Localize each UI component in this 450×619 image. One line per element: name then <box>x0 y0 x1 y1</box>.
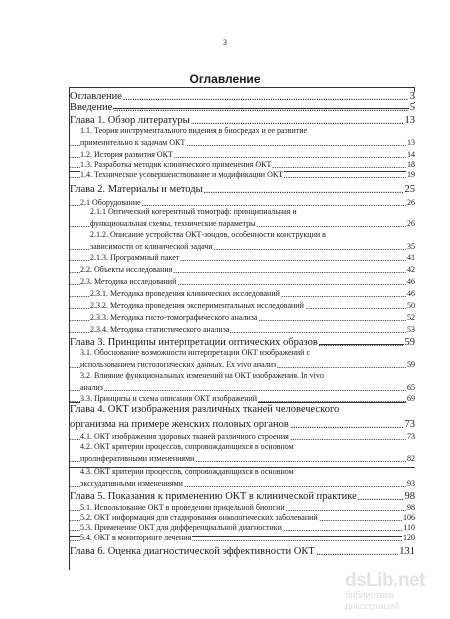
toc-entry[interactable] <box>70 312 415 322</box>
entry-page: 98 <box>404 490 415 502</box>
entry-text: Оглавление <box>70 90 122 102</box>
toc-entry[interactable] <box>70 114 415 126</box>
entry-page: 46 <box>407 289 415 298</box>
entry-page: 69 <box>407 394 415 403</box>
entry-text: 2.3.2. Методика проведения экспериментальных исследований <box>90 301 304 310</box>
toc-entry[interactable] <box>70 149 415 159</box>
entry-text: Глава 5. Показания к применению ОКТ в клинической практике <box>70 490 357 502</box>
entry-text-line1: 3.2. Влияние функциональных изменений на ОКТ изображения. In vivo <box>80 371 324 380</box>
entry-text: зависимости от клинической задачи <box>90 242 213 251</box>
entry-page: 13 <box>404 114 415 126</box>
entry-text-line1: 3.1. Обоснование возможности интерпретации ОКТ изображений с <box>80 348 310 357</box>
entry-page: 106 <box>403 513 415 522</box>
entry-page: 59 <box>404 336 415 348</box>
toc-entry[interactable] <box>70 372 415 392</box>
entry-page: 25 <box>404 183 415 195</box>
toc-entry[interactable] <box>70 336 415 348</box>
toc-entry[interactable] <box>70 522 415 532</box>
entry-text-line1: Глава 4. ОКТ изображения различных тканей человеческого <box>70 404 340 415</box>
entry-page: 46 <box>407 277 415 286</box>
toc-entry[interactable] <box>70 208 415 228</box>
entry-text: 2.1 Оборудование <box>80 198 141 207</box>
entry-page: 35 <box>407 242 415 251</box>
entry-page: 93 <box>407 479 415 488</box>
toc-entry[interactable] <box>70 252 415 262</box>
leader-dots <box>70 101 415 113</box>
leader-dots <box>70 383 415 392</box>
table-of-contents <box>69 87 415 570</box>
entry-page: 14 <box>407 150 415 159</box>
entry-text: 5.1. Использование ОКТ в проведении прицельной биопсии <box>80 503 285 512</box>
entry-page: 50 <box>407 301 415 310</box>
toc-entry[interactable] <box>70 276 415 286</box>
entry-text-line1: 2.1.2. Описание устройства ОКТ-зондов, особенности конструкции в <box>90 230 326 239</box>
entry-text: Глава 2. Материалы и методы <box>70 183 203 195</box>
entry-text: анализ <box>80 383 103 392</box>
toc-entry[interactable] <box>70 300 415 310</box>
entry-page: 26 <box>407 219 415 228</box>
toc-entry[interactable] <box>70 231 415 251</box>
toc-entry[interactable] <box>70 127 415 147</box>
entry-text: 3.3. Принципы и схема описания ОКТ изображений <box>80 394 258 403</box>
entry-text: 2.3.4. Методика статистического анализа <box>90 325 230 334</box>
toc-entry[interactable] <box>70 532 415 542</box>
entry-page: 41 <box>407 253 415 262</box>
entry-text: применительно к задачам ОКТ <box>80 138 186 147</box>
entry-text: Введение <box>70 101 113 113</box>
page-number: 3 <box>223 38 227 47</box>
entry-page: 73 <box>407 432 415 441</box>
toc-entry[interactable] <box>70 101 415 113</box>
toc-entry[interactable] <box>70 431 415 441</box>
entry-text: 5.3. Применение ОКТ для дифференциальной диагностики <box>80 523 282 532</box>
entry-page: 13 <box>407 138 415 147</box>
entry-text: 4.1. ОКТ изображения здоровых тканей различного строения <box>80 432 289 441</box>
entry-text: пролиферативными изменениями <box>80 454 195 463</box>
entry-page: 82 <box>407 454 415 463</box>
entry-page: 120 <box>403 533 415 542</box>
toc-entry[interactable] <box>70 349 415 369</box>
entry-page: 110 <box>403 523 415 532</box>
entry-text: функциональная схемы, технические параметры <box>90 219 256 228</box>
entry-text: 1.2. История развития ОКТ <box>80 150 173 159</box>
entry-text-line1: 2.1.1 Оптический когерентный томограф: принципиальная и <box>90 207 297 216</box>
entry-text: 5.4. ОКТ в мониторинге лечения <box>80 533 192 542</box>
entry-page: 26 <box>407 198 415 207</box>
toc-entry[interactable] <box>70 183 415 195</box>
entry-text: 2.3.3. Методика гисто-томографического анализа <box>90 313 258 322</box>
entry-page: 42 <box>407 265 415 274</box>
toc-entry[interactable] <box>70 512 415 522</box>
entry-text: 1.3. Разработка методик клинического применения ОКТ <box>80 160 272 169</box>
entry-text: Глава 1. Обзор литературы <box>70 114 190 126</box>
watermark-subtitle: библиотека диссертаций <box>345 590 400 612</box>
entry-page: 18 <box>407 160 415 169</box>
entry-text: 2.3. Методика исследований <box>80 277 177 286</box>
entry-text: экссудативными изменениями <box>80 479 183 488</box>
entry-page: 65 <box>407 383 415 392</box>
entry-text-line1: 4.2. ОКТ критерии процессов, сопровождающихся в основном <box>80 442 294 451</box>
toc-entry[interactable] <box>70 545 415 557</box>
toc-title: Оглавление <box>189 72 261 86</box>
entry-text: 2.2. Объекты исследования <box>80 265 173 274</box>
entry-text: Глава 6. Оценка диагностической эффективности ОКТ <box>70 545 315 557</box>
toc-entry[interactable] <box>70 443 415 463</box>
entry-page: 131 <box>399 545 415 557</box>
entry-text: организма на примере женских половых органов <box>70 418 289 430</box>
entry-page: 53 <box>407 325 415 334</box>
toc-entry[interactable] <box>70 490 415 502</box>
toc-entry[interactable] <box>70 468 415 488</box>
entry-page: 5 <box>409 101 415 113</box>
entry-text-line1: 1.1. Теория инструментального видения в биосредах и ее развитие <box>80 126 308 135</box>
entry-text: 1.4. Техническое усовершенствование и модификации ОКТ <box>80 170 284 179</box>
toc-entry[interactable] <box>70 169 415 179</box>
entry-text: 2.1.3. Программный пакет <box>90 253 180 262</box>
entry-text-line1: 4.3. ОКТ критерии процессов, сопровождающихся в основном <box>80 467 294 476</box>
entry-page: 98 <box>407 503 415 512</box>
entry-page: 19 <box>407 170 415 179</box>
entry-page: 52 <box>407 313 415 322</box>
watermark <box>345 570 450 612</box>
toc-entry[interactable] <box>70 324 415 334</box>
entry-page: 59 <box>407 360 415 369</box>
toc-entry[interactable] <box>70 405 415 430</box>
entry-text: использованием гистологических данных. Ex vivo анализ <box>80 360 277 369</box>
toc-entry[interactable] <box>70 393 415 403</box>
toc-entry[interactable] <box>70 159 415 169</box>
toc-entry[interactable] <box>70 288 415 298</box>
watermark-logo: dsLib.net <box>345 570 425 591</box>
toc-entry[interactable] <box>70 197 415 207</box>
entry-page: 73 <box>404 418 415 430</box>
toc-entry[interactable] <box>70 502 415 512</box>
entry-text: Глава 3. Принципы интерпретации оптических образов <box>70 336 318 348</box>
entry-text: 5.2. ОКТ информация для стадирования онкологических заболеваний <box>80 513 318 522</box>
toc-entry[interactable] <box>70 264 415 274</box>
entry-text: 2.3.1. Методика проведения клинических исследований <box>90 289 280 298</box>
entry-page: 3 <box>409 90 415 102</box>
